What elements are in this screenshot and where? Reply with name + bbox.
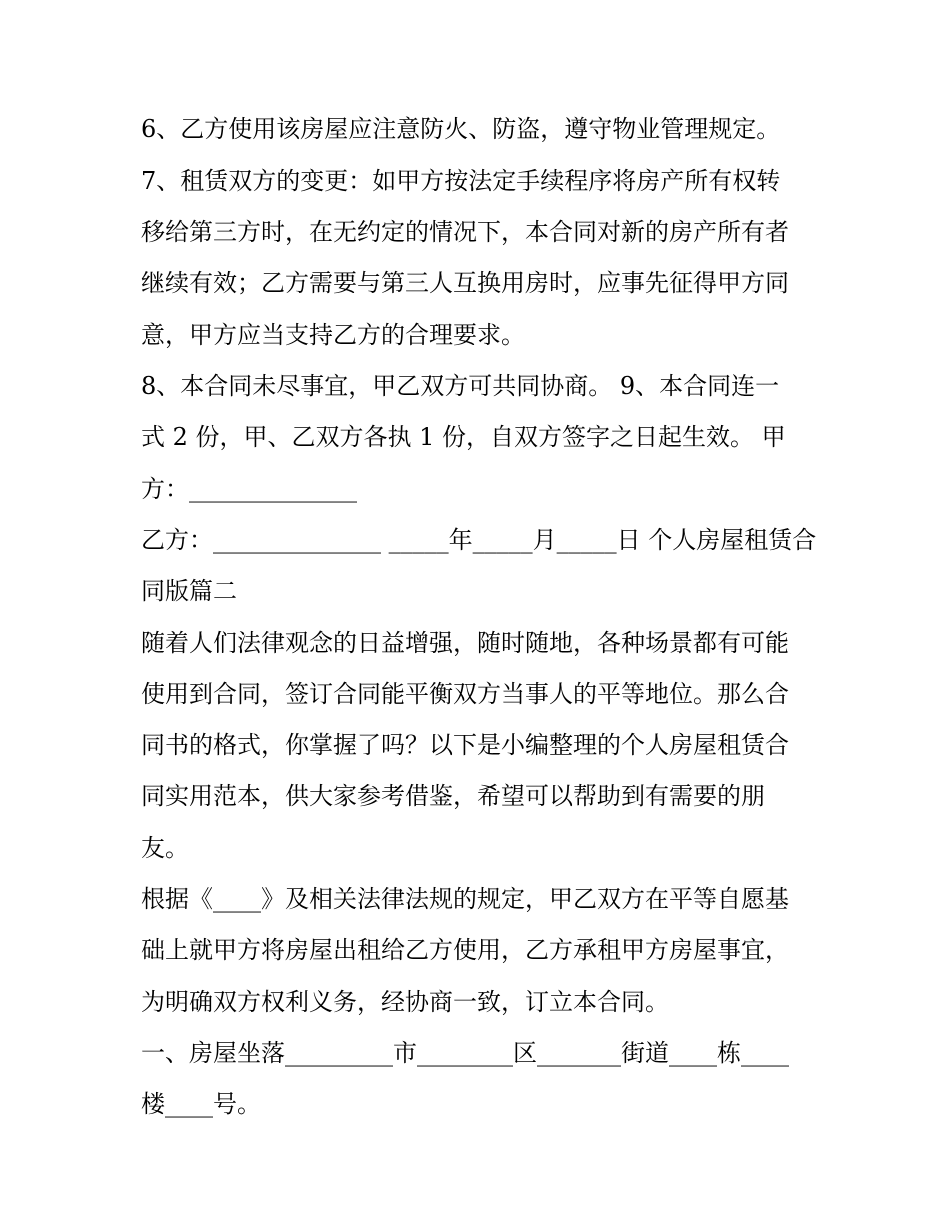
text-line: 友。 xyxy=(141,834,189,862)
text-line: 式 2 份，甲、乙双方各执 1 份，自双方签字之日起生效。 甲 xyxy=(141,423,786,451)
text-line: 一、房屋坐落_________市________区_______街道____栋____ xyxy=(141,1039,789,1067)
text-line: 乙方：______________ _____年_____月_____日 个人房屋租赁合 xyxy=(141,526,817,554)
text-line: 方：______________ xyxy=(141,475,357,503)
text-line: 楼____号。 xyxy=(141,1090,261,1118)
text-line: 同实用范本，供大家参考借鉴，希望可以帮助到有需要的朋 xyxy=(141,782,765,810)
text-line: 同书的格式，你掌握了吗？以下是小编整理的个人房屋租赁合 xyxy=(141,731,789,759)
text-line: 随着人们法律观念的日益增强，随时随地，各种场景都有可能 xyxy=(141,629,789,657)
text-line: 为明确双方权利义务，经协商一致，订立本合同。 xyxy=(141,988,669,1016)
text-line: 根据《____》及相关法律法规的规定，甲乙双方在平等自愿基 xyxy=(141,885,789,913)
text-line: 6、乙方使用该房屋应注意防火、防盗，遵守物业管理规定。 xyxy=(141,115,781,143)
text-line: 移给第三方时，在无约定的情况下，本合同对新的房产所有者 xyxy=(141,218,789,246)
text-line: 7、租赁双方的变更：如甲方按法定手续程序将房产所有权转 xyxy=(141,167,781,195)
text-line: 础上就甲方将房屋出租给乙方使用，乙方承租甲方房屋事宜， xyxy=(141,936,789,964)
section-heading: 同版篇二 xyxy=(141,577,237,605)
text-line: 继续有效；乙方需要与第三人互换用房时，应事先征得甲方同 xyxy=(141,269,789,297)
text-line: 使用到合同，签订合同能平衡双方当事人的平等地位。那么合 xyxy=(141,680,789,708)
text-line: 意，甲方应当支持乙方的合理要求。 xyxy=(141,321,525,349)
text-line: 8、本合同未尽事宜，甲乙双方可共同协商。 9、本合同连一 xyxy=(141,372,780,400)
